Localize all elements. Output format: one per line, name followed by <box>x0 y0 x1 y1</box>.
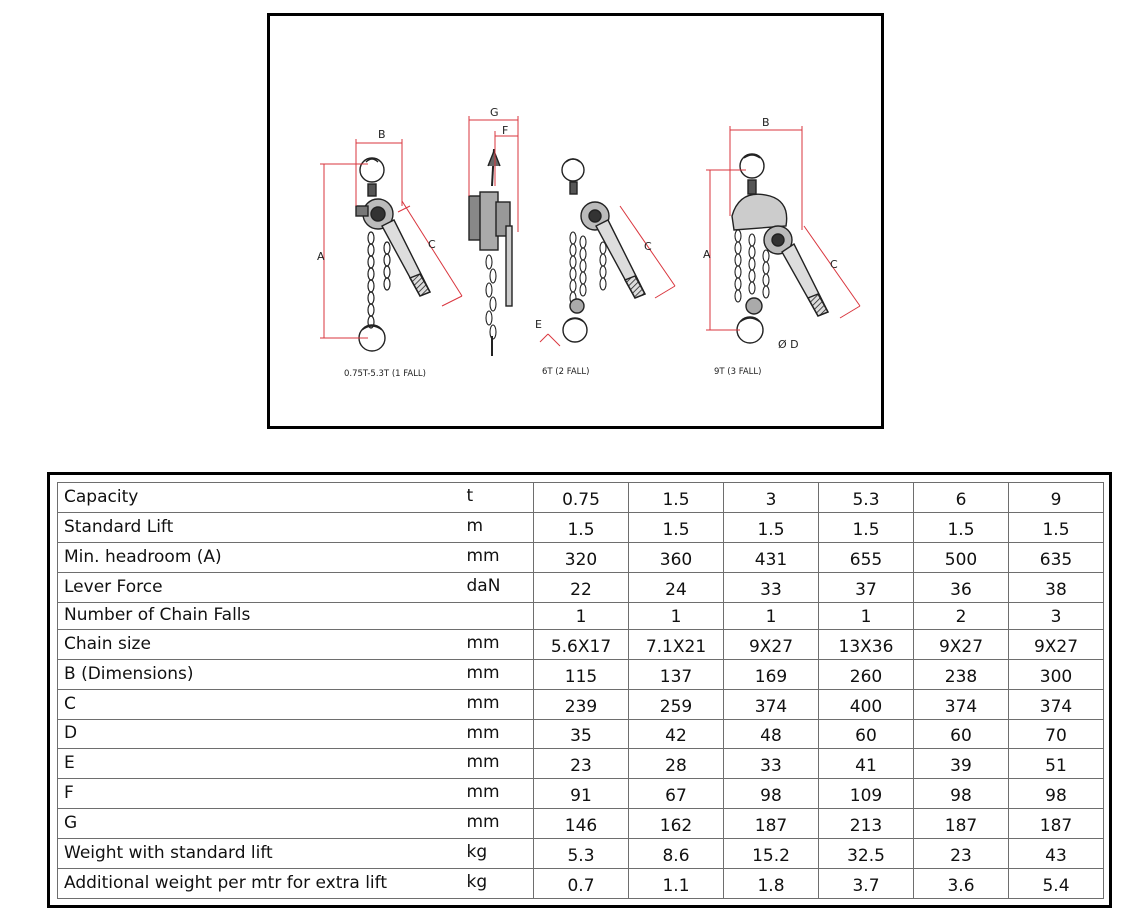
value-cell: 98 <box>1009 779 1104 809</box>
value-cell: 374 <box>914 689 1009 719</box>
technical-drawing-frame <box>267 13 884 429</box>
value-cell: 2 <box>914 602 1009 629</box>
value-cell: 260 <box>819 659 914 689</box>
hoist-double-fall-figure <box>562 159 645 342</box>
value-cell: 33 <box>724 572 819 602</box>
unit-label <box>463 602 534 629</box>
value-cell: 213 <box>819 809 914 839</box>
table-row <box>58 749 1104 779</box>
value-cell: 6 <box>914 483 1009 513</box>
value-cell: 1.1 <box>629 868 724 898</box>
parameter-label: Standard Lift <box>58 512 463 542</box>
table-row <box>58 542 1104 572</box>
value-cell: 1 <box>724 602 819 629</box>
value-cell: 13X36 <box>819 629 914 659</box>
dimension-label-c: C <box>644 240 652 253</box>
value-cell: 655 <box>819 542 914 572</box>
table-row <box>58 629 1104 659</box>
value-cell: 5.3 <box>534 839 629 869</box>
value-cell: 7.1X21 <box>629 629 724 659</box>
value-cell: 32.5 <box>819 839 914 869</box>
parameter-label: Min. headroom (A) <box>58 542 463 572</box>
value-cell: 23 <box>534 749 629 779</box>
value-cell: 60 <box>819 719 914 749</box>
parameter-label: G <box>58 809 463 839</box>
caption-triple-fall: 9T (3 FALL) <box>714 367 762 377</box>
table-row <box>58 779 1104 809</box>
value-cell: 137 <box>629 659 724 689</box>
value-cell: 15.2 <box>724 839 819 869</box>
value-cell: 169 <box>724 659 819 689</box>
parameter-label: Chain size <box>58 629 463 659</box>
value-cell: 115 <box>534 659 629 689</box>
dimension-label-c: C <box>428 238 436 251</box>
value-cell: 109 <box>819 779 914 809</box>
table-row <box>58 868 1104 898</box>
unit-label: kg <box>463 868 534 898</box>
value-cell: 360 <box>629 542 724 572</box>
value-cell: 374 <box>1009 689 1104 719</box>
value-cell: 1.5 <box>819 512 914 542</box>
dimension-label-a: A <box>317 250 325 263</box>
value-cell: 635 <box>1009 542 1104 572</box>
value-cell: 239 <box>534 689 629 719</box>
value-cell: 1.5 <box>629 483 724 513</box>
value-cell: 98 <box>914 779 1009 809</box>
value-cell: 187 <box>914 809 1009 839</box>
value-cell: 22 <box>534 572 629 602</box>
parameter-label: B (Dimensions) <box>58 659 463 689</box>
table-row <box>58 483 1104 513</box>
value-cell: 1 <box>819 602 914 629</box>
parameter-label: Weight with standard lift <box>58 839 463 869</box>
value-cell: 1.5 <box>1009 512 1104 542</box>
dimension-label-b: B <box>762 116 770 129</box>
dimension-label-g: G <box>490 106 499 119</box>
table-row <box>58 839 1104 869</box>
specification-table-body <box>58 483 1104 899</box>
value-cell: 162 <box>629 809 724 839</box>
dimension-label-b: B <box>378 128 386 141</box>
value-cell: 98 <box>724 779 819 809</box>
value-cell: 67 <box>629 779 724 809</box>
table-row <box>58 719 1104 749</box>
dimension-label-e: E <box>535 318 542 331</box>
value-cell: 3 <box>1009 602 1104 629</box>
specification-table <box>57 482 1104 899</box>
value-cell: 24 <box>629 572 724 602</box>
unit-label: mm <box>463 719 534 749</box>
value-cell: 259 <box>629 689 724 719</box>
unit-label: mm <box>463 629 534 659</box>
unit-label: m <box>463 512 534 542</box>
value-cell: 3.7 <box>819 868 914 898</box>
value-cell: 35 <box>534 719 629 749</box>
value-cell: 1.8 <box>724 868 819 898</box>
value-cell: 5.6X17 <box>534 629 629 659</box>
value-cell: 60 <box>914 719 1009 749</box>
hoist-single-fall-figure <box>356 158 430 351</box>
table-row <box>58 602 1104 629</box>
unit-label: mm <box>463 779 534 809</box>
value-cell: 146 <box>534 809 629 839</box>
value-cell: 187 <box>724 809 819 839</box>
specification-table-frame <box>47 472 1112 908</box>
value-cell: 5.4 <box>1009 868 1104 898</box>
value-cell: 33 <box>724 749 819 779</box>
value-cell: 500 <box>914 542 1009 572</box>
table-row <box>58 572 1104 602</box>
value-cell: 320 <box>534 542 629 572</box>
caption-double-fall: 6T (2 FALL) <box>542 367 590 377</box>
parameter-label: C <box>58 689 463 719</box>
value-cell: 5.3 <box>819 483 914 513</box>
value-cell: 1 <box>534 602 629 629</box>
value-cell: 187 <box>1009 809 1104 839</box>
value-cell: 0.7 <box>534 868 629 898</box>
value-cell: 431 <box>724 542 819 572</box>
unit-label: mm <box>463 809 534 839</box>
value-cell: 1.5 <box>534 512 629 542</box>
value-cell: 9 <box>1009 483 1104 513</box>
value-cell: 91 <box>534 779 629 809</box>
parameter-label: D <box>58 719 463 749</box>
unit-label: mm <box>463 542 534 572</box>
unit-label: kg <box>463 839 534 869</box>
value-cell: 3 <box>724 483 819 513</box>
value-cell: 23 <box>914 839 1009 869</box>
table-row <box>58 512 1104 542</box>
value-cell: 70 <box>1009 719 1104 749</box>
value-cell: 37 <box>819 572 914 602</box>
value-cell: 48 <box>724 719 819 749</box>
value-cell: 1.5 <box>724 512 819 542</box>
value-cell: 42 <box>629 719 724 749</box>
table-row <box>58 809 1104 839</box>
dimension-label-a: A <box>703 248 711 261</box>
lever-hoist-drawing <box>270 16 881 426</box>
value-cell: 1 <box>629 602 724 629</box>
value-cell: 9X27 <box>724 629 819 659</box>
value-cell: 38 <box>1009 572 1104 602</box>
parameter-label: Number of Chain Falls <box>58 602 463 629</box>
parameter-label: Additional weight per mtr for extra lift <box>58 868 463 898</box>
unit-label: mm <box>463 749 534 779</box>
dimension-label-diameter-d: Ø D <box>778 338 799 351</box>
value-cell: 238 <box>914 659 1009 689</box>
dimension-label-f: F <box>502 124 509 137</box>
dimension-label-c: C <box>830 258 838 271</box>
value-cell: 374 <box>724 689 819 719</box>
value-cell: 1.5 <box>629 512 724 542</box>
hoist-side-view-figure <box>469 149 512 356</box>
hoist-triple-fall-figure <box>732 154 828 343</box>
value-cell: 36 <box>914 572 1009 602</box>
caption-single-fall: 0.75T-5.3T (1 FALL) <box>344 369 426 379</box>
unit-label: mm <box>463 689 534 719</box>
value-cell: 51 <box>1009 749 1104 779</box>
value-cell: 400 <box>819 689 914 719</box>
unit-label: mm <box>463 659 534 689</box>
unit-label: t <box>463 483 534 513</box>
value-cell: 39 <box>914 749 1009 779</box>
parameter-label: F <box>58 779 463 809</box>
parameter-label: Capacity <box>58 483 463 513</box>
parameter-label: Lever Force <box>58 572 463 602</box>
value-cell: 3.6 <box>914 868 1009 898</box>
table-row <box>58 689 1104 719</box>
value-cell: 8.6 <box>629 839 724 869</box>
value-cell: 41 <box>819 749 914 779</box>
value-cell: 9X27 <box>1009 629 1104 659</box>
value-cell: 28 <box>629 749 724 779</box>
value-cell: 9X27 <box>914 629 1009 659</box>
unit-label: daN <box>463 572 534 602</box>
value-cell: 43 <box>1009 839 1104 869</box>
parameter-label: E <box>58 749 463 779</box>
value-cell: 1.5 <box>914 512 1009 542</box>
value-cell: 300 <box>1009 659 1104 689</box>
table-row <box>58 659 1104 689</box>
value-cell: 0.75 <box>534 483 629 513</box>
